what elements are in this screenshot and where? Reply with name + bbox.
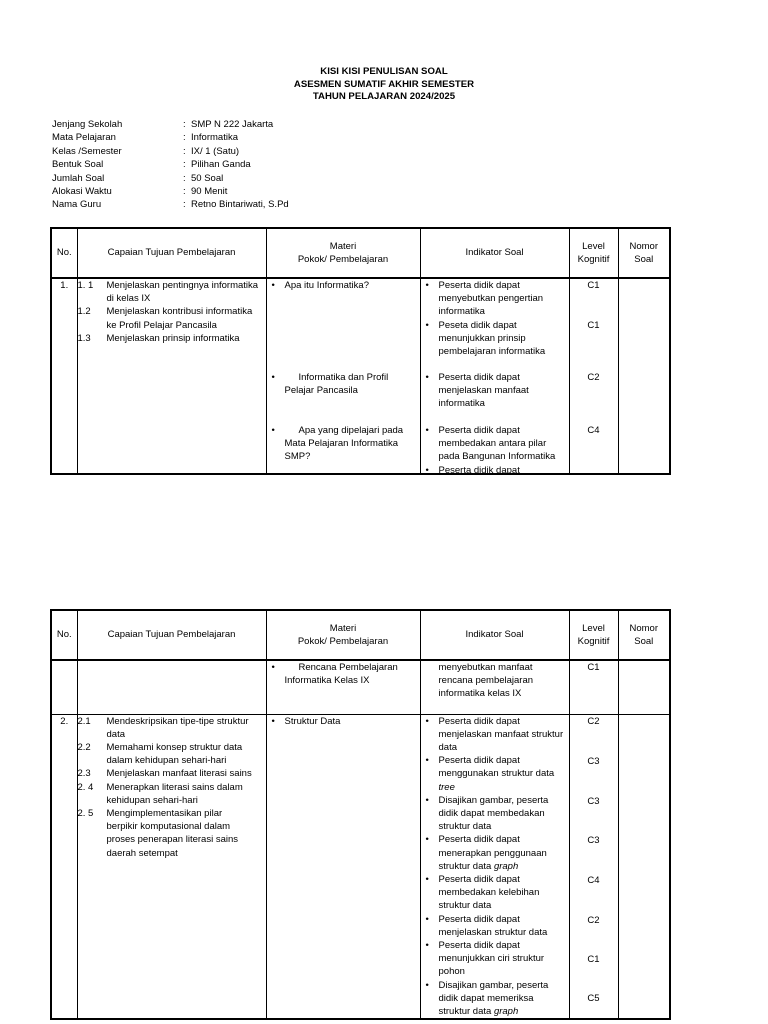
capaian-text: Menjelaskan pentingnya informatika di kelas IX [106, 280, 259, 305]
indikator-cell [420, 660, 569, 714]
materi-cell [266, 714, 420, 1019]
header-nomor-line-2: Soal [634, 636, 654, 647]
header-nomor-line-1: Nomor [629, 240, 658, 252]
materi-text: Apa itu Informatika? [284, 280, 369, 291]
level-value: C3 [587, 834, 600, 846]
capaian-cell [77, 278, 266, 474]
meta-value: 50 Soal [191, 172, 224, 184]
indikator-text: Peserta didik dapat menjelaskan struktur data [438, 913, 548, 938]
row-number: 2. [51, 714, 77, 1019]
level-value: C4 [587, 874, 600, 886]
indikator-item [421, 371, 569, 411]
capaian-text: Mendeskripsikan tipe-tipe struktur data [106, 715, 249, 740]
capaian-num: 2.1 [77, 715, 91, 727]
indikator-item [421, 794, 569, 834]
meta-value: Retno Bintariwati, S.Pd [191, 199, 289, 211]
materi-cell [266, 660, 420, 714]
meta-colon: : [183, 145, 186, 157]
meta-value: SMP N 222 Jakarta [191, 119, 274, 130]
bullet-icon: • [425, 319, 429, 331]
meta-row [52, 198, 452, 211]
bullet-icon: • [425, 715, 429, 727]
indikator-item [421, 319, 569, 359]
capaian-text: Menjelaskan manfaat literasi sains [106, 768, 252, 780]
header-materi [266, 610, 420, 660]
level-value: C4 [587, 425, 600, 436]
header-materi-line-1: Materi [329, 240, 357, 252]
header-materi-line-1: Materi [329, 622, 357, 634]
indikator-text: Peserta didik dapat menjelaskan manfaat informatika [438, 372, 529, 410]
row-number [51, 660, 77, 714]
header-nomor [618, 228, 670, 278]
level-value: C1 [587, 320, 600, 331]
level-value: C5 [587, 992, 600, 1004]
nomor-cell [618, 714, 670, 1019]
header-level [569, 610, 618, 660]
header-indikator: Indikator Soal [420, 228, 569, 278]
table-header-row [51, 610, 670, 660]
meta-row [52, 145, 452, 158]
indikator-item [421, 939, 569, 979]
indikator-group [421, 424, 569, 477]
header-level-line-1: Level [582, 622, 605, 634]
indikator-text: Peseta didik dapat menunjukkan prinsip pembelajaran informatika [438, 319, 546, 358]
capaian-num: 2. 4 [77, 781, 94, 793]
meta-key: Jenjang Sekolah [52, 119, 123, 130]
indikator-cell [420, 278, 569, 474]
indikator-item [421, 279, 569, 319]
bullet-icon: • [271, 280, 275, 291]
nomor-cell [618, 278, 670, 474]
grid-table-2 [50, 609, 671, 1020]
capaian-item [78, 741, 266, 767]
header-level-line-1: Level [582, 240, 605, 252]
header-nomor-line-1: Nomor [629, 622, 658, 634]
level-value: C2 [587, 914, 600, 926]
document-title [0, 66, 768, 104]
indikator-item [421, 754, 569, 794]
indikator-text: Disajikan gambar, peserta didik dapat membedakan struktur data [438, 794, 549, 833]
indikator-text: Peserta didik dapat menunjukkan ciri struktur pohon [438, 939, 545, 978]
indikator-text: Peserta didik dapat membedakan antara pilar pada Bangunan Informatika [438, 425, 556, 463]
level-value: C2 [587, 715, 600, 727]
meta-row [52, 131, 452, 144]
indikator-cell [420, 714, 569, 1019]
header-capaian: Capaian Tujuan Pembelajaran [77, 228, 266, 278]
indikator-text: Peserta didik dapat menerapkan penggunaan struktur data [438, 834, 547, 872]
level-value: C1 [587, 662, 600, 673]
capaian-item [78, 807, 266, 860]
indikator-term: graph [493, 860, 519, 872]
bullet-icon: • [425, 425, 429, 436]
header-materi-line-2: Pokok/ Pembelajaran [297, 254, 389, 265]
indikator-term: tree [438, 781, 455, 793]
capaian-text: Menjelaskan kontribusi informatika ke Profil Pelajar Pancasila [106, 306, 253, 331]
capaian-num: 1. 1 [77, 280, 94, 291]
meta-value: Pilihan Ganda [191, 159, 251, 171]
level-cell [569, 278, 618, 474]
capaian-item [78, 279, 266, 305]
capaian-num: 2.2 [77, 741, 91, 753]
level-value: C1 [587, 953, 600, 965]
indikator-text: menyebutkan manfaat rencana pembelajaran informatika kelas IX [438, 662, 534, 700]
indikator-term: graph [493, 1005, 519, 1017]
title-line-3: TAHUN PELAJARAN 2024/2025 [312, 91, 456, 102]
level-value: C2 [587, 372, 600, 383]
header-nomor [618, 610, 670, 660]
meta-value: 90 Menit [191, 185, 228, 197]
grid-table-1 [50, 227, 671, 475]
indikator-item [421, 979, 569, 1019]
table-row [51, 278, 670, 474]
meta-row [52, 172, 452, 185]
indikator-item [421, 424, 569, 464]
capaian-cell [77, 660, 266, 714]
row-number: 1. [51, 278, 77, 474]
indikator-text: Peserta didik dapat menggunakan struktur data [438, 755, 555, 780]
capaian-text: Memahami konsep struktur data dalam kehidupan sehari-hari [106, 741, 243, 767]
identity-block [52, 118, 452, 212]
materi-item [267, 279, 420, 292]
indikator-item [421, 464, 569, 477]
meta-key: Alokasi Waktu [52, 185, 112, 197]
title-line-2: ASESMEN SUMATIF AKHIR SEMESTER [293, 78, 475, 90]
bullet-icon: • [271, 715, 275, 727]
level-value: C1 [587, 280, 600, 291]
meta-colon: : [183, 199, 186, 211]
bullet-icon: • [271, 425, 275, 436]
header-no: No. [51, 228, 77, 278]
bullet-icon: • [425, 873, 429, 885]
materi-item [267, 661, 420, 687]
materi-item [267, 424, 420, 464]
table-row [51, 714, 670, 1019]
level-value: C3 [587, 755, 600, 767]
indikator-group [421, 279, 569, 358]
capaian-num: 2. 5 [77, 807, 94, 819]
indikator-text: Peserta didik dapat membedakan kelebihan struktur data [438, 873, 540, 912]
meta-key: Jumlah Soal [52, 172, 105, 184]
meta-key: Mata Pelajaran [52, 132, 116, 144]
capaian-num: 2.3 [77, 768, 91, 780]
header-level-line-2: Kognitif [577, 254, 610, 265]
indikator-text: Peserta didik dapat [438, 464, 520, 476]
materi-text: Informatika dan Profil Pelajar Pancasila [284, 372, 389, 397]
meta-row [52, 185, 452, 198]
capaian-cell [77, 714, 266, 1019]
capaian-text: Mengimplementasikan pilar berpikir komputasional dalam proses penerapan literasi sains daerah setempat [106, 807, 238, 859]
capaian-num: 1.3 [77, 332, 91, 344]
meta-value: IX/ 1 (Satu) [191, 145, 240, 157]
meta-colon: : [183, 159, 186, 171]
materi-text: Rencana Pembelajaran Informatika Kelas IX [284, 662, 398, 687]
meta-key: Nama Guru [52, 199, 102, 211]
bullet-icon: • [425, 794, 429, 806]
capaian-item [78, 332, 266, 345]
nomor-cell [618, 660, 670, 714]
bullet-icon: • [425, 834, 429, 846]
bullet-icon: • [425, 939, 429, 951]
capaian-item [78, 767, 266, 780]
capaian-item [78, 715, 266, 741]
materi-item [267, 371, 420, 397]
meta-key: Kelas /Semester [52, 145, 122, 157]
bullet-icon: • [425, 372, 429, 383]
bullet-icon: • [425, 913, 429, 925]
meta-colon: : [183, 185, 186, 197]
capaian-text: Menerapkan literasi sains dalam kehidupan sehari-hari [106, 781, 243, 806]
header-level [569, 228, 618, 278]
indikator-item [421, 913, 569, 939]
bullet-icon: • [271, 662, 275, 673]
capaian-num: 1.2 [77, 306, 91, 318]
bullet-icon: • [425, 464, 429, 476]
indikator-item [421, 873, 569, 913]
materi-text: Struktur Data [284, 715, 341, 727]
indikator-text: Disajikan gambar, peserta didik dapat memeriksa struktur data [438, 979, 549, 1017]
indikator-item [421, 833, 569, 873]
header-no: No. [51, 610, 77, 660]
header-nomor-line-2: Soal [634, 254, 654, 265]
bullet-icon: • [425, 755, 429, 767]
indikator-text: Peserta didik dapat menjelaskan manfaat struktur data [438, 715, 564, 753]
header-indikator: Indikator Soal [420, 610, 569, 660]
bullet-icon: • [271, 372, 275, 383]
table-header-row [51, 228, 670, 278]
bullet-icon: • [425, 979, 429, 991]
capaian-text: Menjelaskan prinsip informatika [106, 332, 240, 344]
header-materi-line-2: Pokok/ Pembelajaran [297, 636, 389, 647]
meta-colon: : [183, 119, 186, 130]
capaian-item [78, 781, 266, 807]
meta-key: Bentuk Soal [52, 159, 104, 171]
meta-colon: : [183, 132, 186, 144]
meta-row [52, 158, 452, 171]
indikator-item [421, 715, 569, 755]
level-cell [569, 660, 618, 714]
materi-text: Apa yang dipelajari pada Mata Pelajaran Informatika SMP? [284, 425, 404, 463]
header-materi [266, 228, 420, 278]
materi-item [267, 715, 420, 728]
title-line-1: KISI KISI PENULISAN SOAL [320, 66, 448, 77]
materi-cell [266, 278, 420, 474]
table-row-continued [51, 660, 670, 714]
bullet-icon: • [425, 280, 429, 291]
meta-value: Informatika [191, 132, 238, 144]
meta-row [52, 118, 452, 131]
meta-colon: : [183, 172, 186, 184]
indikator-text: Peserta didik dapat menyebutkan pengertian informatika [438, 280, 544, 318]
header-level-line-2: Kognitif [577, 636, 610, 647]
level-cell [569, 714, 618, 1019]
capaian-item [78, 305, 266, 331]
header-capaian: Capaian Tujuan Pembelajaran [77, 610, 266, 660]
level-value: C3 [587, 795, 600, 807]
